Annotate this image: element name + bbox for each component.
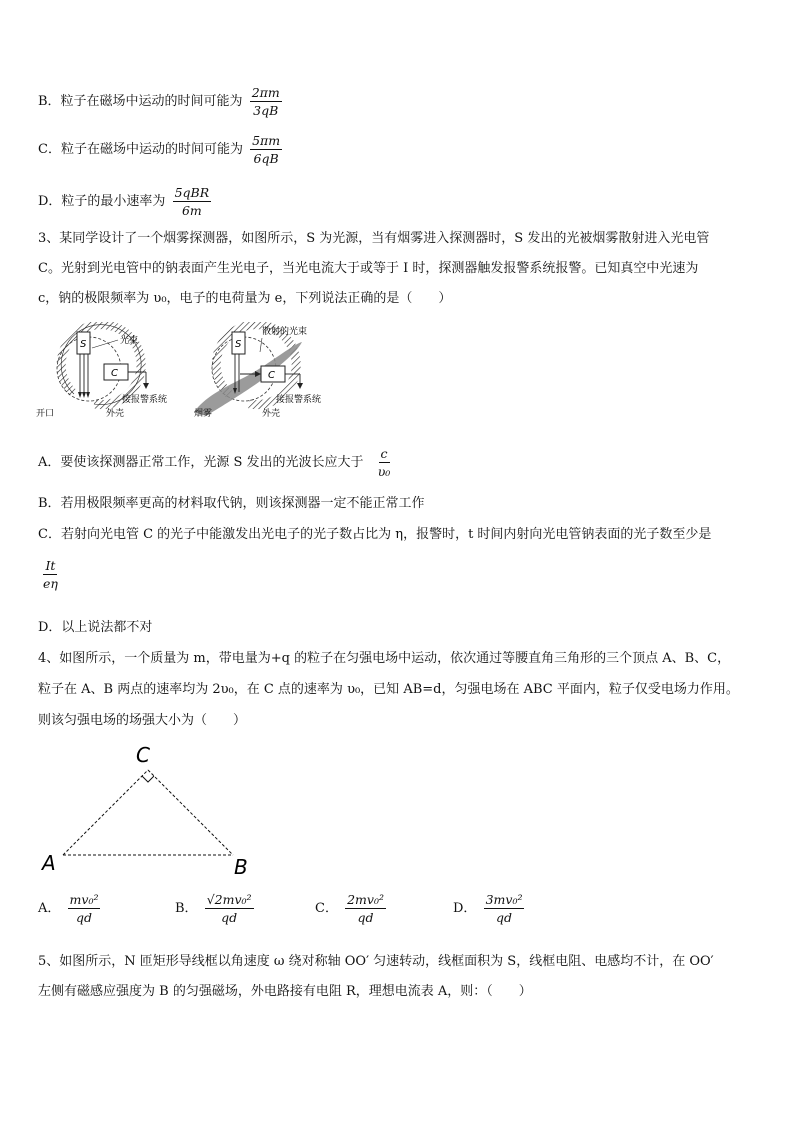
option-d-denominator: 6m xyxy=(181,203,202,218)
q4-option-b-denominator: qd xyxy=(221,910,238,925)
q4-option-a-fraction xyxy=(68,892,101,925)
option-d-numerator: 5qBR xyxy=(174,185,210,200)
q3-line2: C。光射到光电管中的钠表面产生光电子，当光电流大于或等于 I 时，探测器触发报警系统报警。已知真空中光速为 xyxy=(38,261,699,276)
scattered-beam-label: 散射的光束 xyxy=(262,327,308,337)
q3-option-c-denominator: eη xyxy=(43,576,58,591)
q5-line1: 5、如图所示，N 匝矩形导线框以角速度 ω 绕对称轴 OO′ 匀速转动，线框面积为 S，线框电阻、电感均不计，在 OO′ xyxy=(38,954,714,969)
q3-option-c-fraction xyxy=(43,558,58,591)
vertex-b-label: B xyxy=(234,855,248,879)
smoke-label: 烟雾 xyxy=(194,409,213,418)
q4-option-b xyxy=(175,892,254,925)
q3-line3: c，钠的极限频率为 υ₀，电子的电荷量为 e，下列说法正确的是（ ） xyxy=(38,291,452,306)
alarm-label-left: 接报警系统 xyxy=(122,395,168,405)
shell-label-left: 外壳 xyxy=(106,409,125,418)
detector-left xyxy=(36,325,167,418)
q3-option-c: C．若射向光电管 C 的光子中能激发出光电子的光子数占比为 η，报警时，t 时间内射向光电管钠表面的光子数至少是 xyxy=(38,527,712,542)
q4-option-c xyxy=(315,892,386,925)
q4-option-c-fraction xyxy=(345,892,386,925)
right-angle-mark xyxy=(142,776,154,782)
detector-right xyxy=(194,325,321,418)
q5-line2: 左侧有磁感应强度为 B 的匀强磁场，外电路接有电阻 R，理想电流表 A，则：（ ） xyxy=(38,984,532,999)
q3-option-d: D．以上说法都不对 xyxy=(38,620,153,635)
q4-option-a-label: A． xyxy=(38,901,61,916)
q4-line2: 粒子在 A、B 两点的速率均为 2υ₀，在 C 点的速率为 υ₀，已知 AB=d，匀强电场在 ABC 平面内，粒子仅受电场力作用。 xyxy=(38,682,739,697)
q3-option-c-fraction-line xyxy=(40,558,58,591)
side-bc xyxy=(148,770,233,855)
tube-c-label-left: C xyxy=(111,368,118,379)
side-ac xyxy=(63,770,148,855)
option-d-fraction xyxy=(173,185,212,218)
triangle-figure xyxy=(38,740,268,880)
q3-option-b: B．若用极限频率更高的材料取代钠，则该探测器一定不能正常工作 xyxy=(38,496,425,511)
q3-option-a-numerator: c xyxy=(380,446,388,461)
tube-c-label-right: C xyxy=(268,370,275,381)
alarm-label-right: 接报警系统 xyxy=(276,395,322,405)
option-c-numerator: 5πm xyxy=(252,133,281,148)
q4-option-d-denominator: qd xyxy=(496,910,513,925)
q4-option-d-numerator: 3mv₀² xyxy=(485,892,523,907)
shell-label-right: 外壳 xyxy=(262,409,281,418)
q3-line1: 3、某同学设计了一个烟雾探测器，如图所示，S 为光源，当有烟雾进入探测器时，S 发出的光被烟雾散射进入光电管 xyxy=(38,231,710,246)
q3-option-a-denominator: υ₀ xyxy=(377,464,391,479)
q4-option-c-denominator: qd xyxy=(357,910,374,925)
option-c xyxy=(38,133,282,166)
vertex-c-label: C xyxy=(136,743,150,767)
q4-option-b-fraction xyxy=(205,892,254,925)
option-d-text: D．粒子的最小速率为 xyxy=(38,194,166,209)
q4-option-d-label: D． xyxy=(453,901,477,916)
q4-option-a-numerator: mv₀² xyxy=(69,892,99,907)
option-b xyxy=(38,85,282,118)
q4-line3: 则该匀强电场的场强大小为（ ） xyxy=(38,713,247,728)
q4-line1: 4、如图所示，一个质量为 m，带电量为+q 的粒子在匀强电场中运动，依次通过等腰直角三角形的三个顶点 A、B、C， xyxy=(38,651,731,666)
vertex-a-label: A xyxy=(42,851,56,875)
q4-option-c-numerator: 2mv₀² xyxy=(347,892,384,907)
beam-label: 光束 xyxy=(120,336,139,346)
option-b-numerator: 2πm xyxy=(251,85,280,100)
source-s-label-left: S xyxy=(80,339,87,350)
option-c-fraction xyxy=(250,133,282,166)
opening-label: 开口 xyxy=(36,409,55,418)
smoke-detector-figure xyxy=(34,322,344,418)
option-b-denominator: 3qB xyxy=(253,103,279,118)
q4-option-a xyxy=(38,892,100,925)
option-d xyxy=(38,185,211,218)
option-b-fraction xyxy=(250,85,282,118)
source-s-label-right: S xyxy=(235,339,242,350)
q4-option-b-numerator: √2mv₀² xyxy=(206,892,252,907)
q4-option-b-label: B． xyxy=(175,901,198,916)
q4-option-c-label: C． xyxy=(315,901,338,916)
q3-option-c-numerator: It xyxy=(45,558,56,573)
q4-option-a-denominator: qd xyxy=(75,910,92,925)
q3-option-a xyxy=(38,446,390,479)
q3-option-a-text: A．要使该探测器正常工作，光源 S 发出的光波长应大于 xyxy=(38,455,364,470)
q3-option-a-fraction xyxy=(378,446,391,479)
option-c-denominator: 6qB xyxy=(253,151,279,166)
option-b-text: B．粒子在磁场中运动的时间可能为 xyxy=(38,94,243,109)
option-c-text: C．粒子在磁场中运动的时间可能为 xyxy=(38,142,243,157)
q4-option-d xyxy=(453,892,524,925)
q4-option-d-fraction xyxy=(484,892,525,925)
